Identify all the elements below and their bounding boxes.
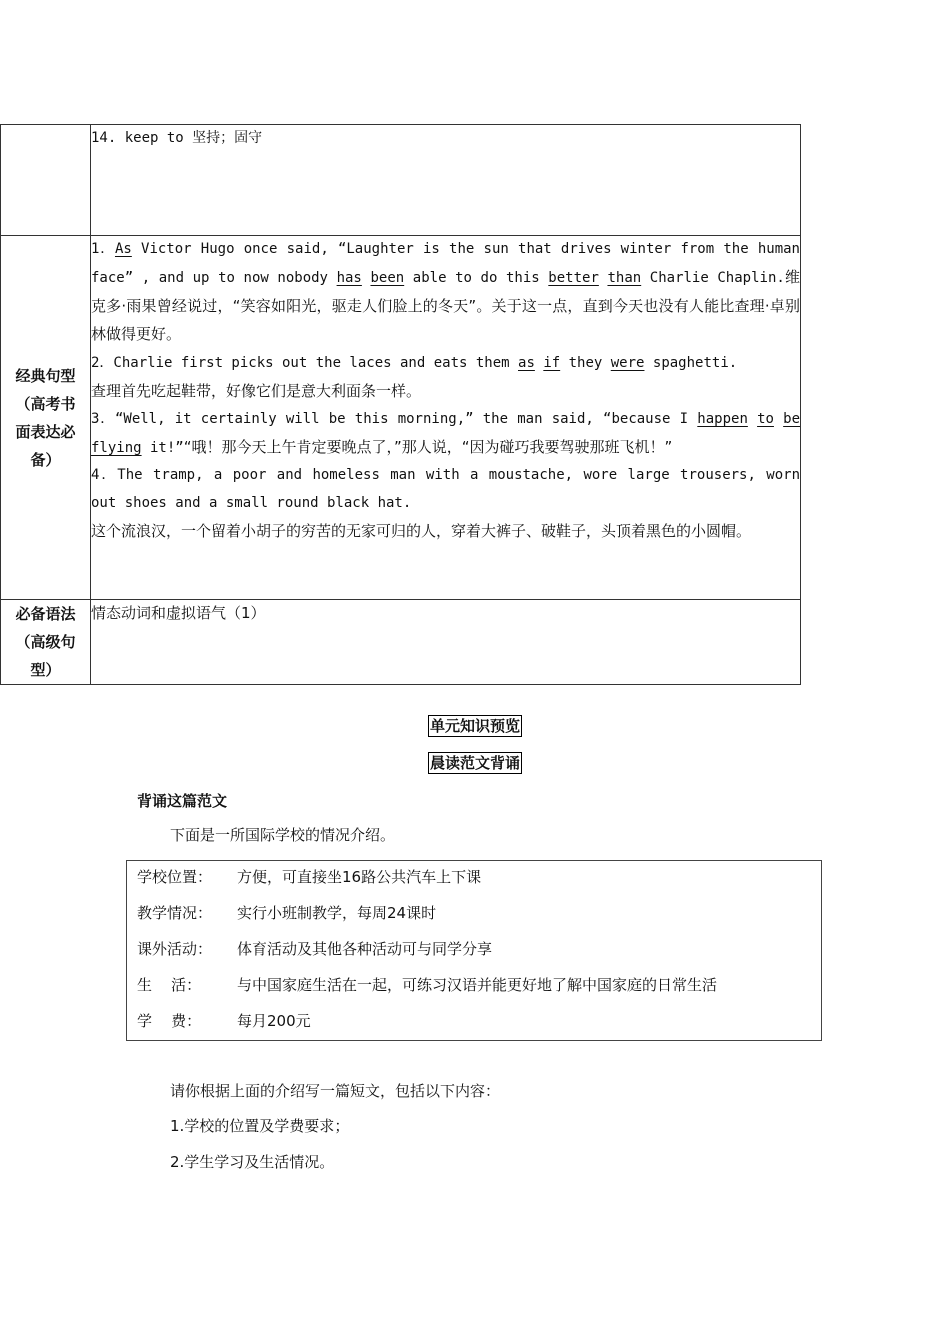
sentences-cell <box>91 236 801 600</box>
sentence-3-happen: happen <box>697 410 748 427</box>
info-key: 课外活动： <box>137 940 213 958</box>
info-row-activities <box>137 936 821 972</box>
morning-reading-title: 晨读范文背诵 <box>429 754 520 772</box>
sentence-2-if: if <box>543 355 561 372</box>
point-2: 2.学生学习及生活情况。 <box>170 1153 335 1171</box>
unit-preview-title: 单元知识预览 <box>429 717 520 735</box>
sentence-1-has: has <box>336 269 362 286</box>
point-1: 1.学校的位置及学费要求； <box>170 1117 350 1135</box>
sentence-1 <box>91 236 800 350</box>
sentence-1-part-a: Victor Hugo once said, “Laughter is the sun that drives winter from the human face” , and up to now nobody <box>91 241 800 286</box>
info-key: 生 活： <box>137 976 202 994</box>
row-label-grammar <box>1 600 91 685</box>
intro-text: 下面是一所国际学校的情况介绍。 <box>170 826 396 844</box>
sentence-3-to: to <box>757 410 774 427</box>
sentence-1-as: As <box>114 241 132 257</box>
sentence-2-were: were <box>610 355 645 372</box>
table-row-grammar <box>1 600 801 685</box>
sentence-4-translation: 这个流浪汉，一个留着小胡子的穷苦的无家可归的人，穿着大裤子、破鞋子，头顶着黑色的小圆帽。 <box>91 521 752 540</box>
sentence-1-part-b: able to do this <box>404 269 549 286</box>
sentence-4: 4．The tramp, a poor and homeless man with a moustache, wore large trousers, worn out shoes and a small round black hat. <box>91 467 800 512</box>
grammar-label: 必备语法（高级句型） <box>15 605 76 679</box>
phrase-keep-to: 14. keep to 坚持；固守 <box>91 130 263 146</box>
info-row-teaching <box>137 900 821 936</box>
sentence-2-part-c: spaghetti. <box>644 355 738 372</box>
sentence-2-part-b: they <box>560 355 611 372</box>
info-value: 体育活动及其他各种活动可与同学分享 <box>237 940 493 958</box>
sentence-3 <box>91 406 800 463</box>
morning-reading-title-wrap <box>0 752 950 774</box>
sentences-label: 经典句型（高考书面表达必备） <box>15 366 76 469</box>
sentence-3-translation: “哦！那今天上午肯定要晚点了，”那人说，“因为碰巧我要驾驶那班飞机！” <box>183 437 673 456</box>
sentence-3-flying: flying <box>91 439 142 456</box>
info-key: 学 费： <box>137 1012 202 1030</box>
sentence-2-translation: 查理首先吃起鞋带，好像它们是意大利面条一样。 <box>91 381 422 400</box>
sentence-2-as: as <box>518 355 535 372</box>
sentence-1-part-c: Charlie Chaplin. <box>641 269 785 286</box>
sentence-1-than: than <box>607 269 642 286</box>
info-row-fees <box>137 1008 821 1044</box>
school-info-box <box>126 860 822 1041</box>
info-row-location <box>137 864 821 900</box>
row-label-empty <box>1 125 91 236</box>
sentence-2-part-a: 2．Charlie first picks out the laces and eats them <box>91 355 519 372</box>
sentence-3-part-a: 3．“Well, it certainly will be this morning,” the man said, “because I <box>91 410 698 427</box>
table-row-sentences <box>1 236 801 600</box>
info-value: 与中国家庭生活在一起，可练习汉语并能更好地了解中国家庭的日常生活 <box>237 976 718 994</box>
info-row-life <box>137 972 821 1008</box>
sentence-3-be: be <box>783 410 800 427</box>
row-label-sentences <box>1 236 91 600</box>
sentence-1-better: better <box>548 269 599 286</box>
info-key: 学校位置： <box>137 868 213 886</box>
unit-preview-title-wrap <box>0 715 950 737</box>
grammar-topic: 情态动词和虚拟语气（1） <box>91 604 266 622</box>
info-value: 每月200元 <box>237 1012 311 1030</box>
vocabulary-table <box>0 124 801 685</box>
instruction-text: 请你根据上面的介绍写一篇短文，包括以下内容： <box>170 1082 501 1100</box>
recite-heading: 背诵这篇范文 <box>137 792 228 810</box>
sentence-1-num: 1． <box>91 241 115 257</box>
grammar-cell <box>91 600 801 685</box>
sentence-3-part-b: it!” <box>141 439 184 456</box>
phrase-cell <box>91 125 801 236</box>
sentence-1-translation: 维克多·雨果曾经说过，“笑容如阳光，驱走人们脸上的冬天”。关于这一点，直到今天也没有人能比查理·卓别林做得更好。 <box>91 267 800 344</box>
table-row-phrase <box>1 125 801 236</box>
sentence-2 <box>91 350 800 378</box>
info-value: 实行小班制教学，每周24课时 <box>237 904 437 922</box>
sentence-1-been: been <box>370 269 405 286</box>
info-value: 方便，可直接坐16路公共汽车上下课 <box>237 868 482 886</box>
info-key: 教学情况： <box>137 904 213 922</box>
